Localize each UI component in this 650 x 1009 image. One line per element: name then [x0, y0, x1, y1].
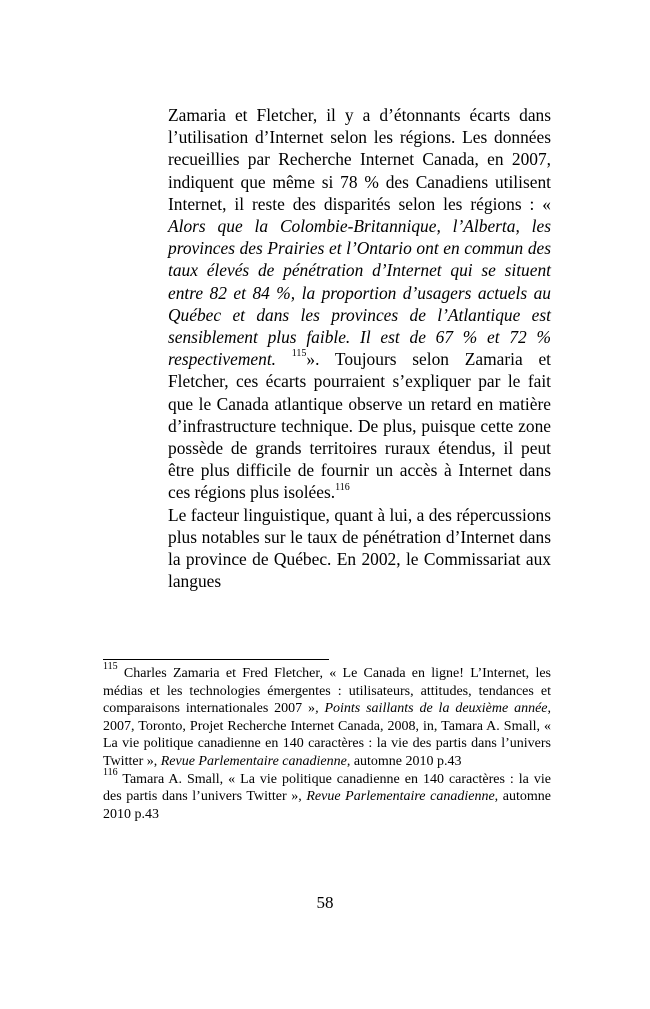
- footnote-separator: [103, 659, 329, 660]
- body-text: [168, 104, 551, 592]
- footnote-italic-journal: Revue Parlementaire canadienne: [160, 753, 347, 769]
- footnote-text: Tamara A. Small, « La vie politique canadienne en 140 caractères : la vie des partis dans l’univers Twitter »,: [103, 771, 551, 805]
- footnote-italic-journal: Revue Parlementaire canadienne: [306, 789, 495, 805]
- paragraph-2: Le facteur linguistique, quant à lui, a des répercussions plus notables sur le taux de pénétration d’Internet dans la province de Québec. En 2002, le Commissariat aux langues: [168, 504, 551, 592]
- footnote-number: 115: [103, 661, 118, 673]
- footnote-115: [103, 661, 551, 771]
- page-number: 58: [316, 893, 334, 912]
- footnote-text: , 2007, Toronto, Projet Recherche Internet Canada, 2008, in, Tamara A. Small, « La vie politique canadienne en 140 caractères : la vie des partis dans l’univers Twitter »,: [103, 701, 551, 769]
- paragraph-1-continuation: ». Toujours selon Zamaria et Fletcher, ces écarts pourraient s’expliquer par le fait que le Canada atlantique observe un retard en matière d’infrastructure technique. De plus, puisque cette zone possède de grands territoires ruraux étendus, il peut être plus difficile de fournir un accès à Internet dans ces régions plus isolées.: [168, 349, 551, 503]
- footnote-116: [103, 766, 551, 824]
- footnote-text: Charles Zamaria et Fred Fletcher, « Le Canada en ligne! L’Internet, les médias et les technologies émergentes : utilisateurs, attitudes, tendances et comparaisons internationales 2007 »: [103, 666, 551, 717]
- footnotes: [103, 661, 551, 823]
- paragraph-1-text: Zamaria et Fletcher, il y a d’étonnants écarts dans l’utilisation d’Internet selon les régions. Les données recueillies par Recherche Internet Canada, en 2007, indiquent que même si 78 % des Canadiens utilisent Internet, il reste des disparités selon les régions : «: [168, 105, 551, 214]
- footnote-italic-title: , Points saillants de la deuxième année: [315, 701, 548, 717]
- footnote-number: 116: [103, 766, 118, 778]
- footnote-ref-116: 116: [335, 481, 350, 493]
- italic-quotation: Alors que la Colombie-Britannique, l’Alberta, les provinces des Prairies et l’Ontario ont en commun des taux élevés de pénétration d’Internet qui se situent entre 82 et 84 %, la proportion d’usagers actuels au Québec et dans les provinces de l’Atlantique est sensiblement plus faible. Il est de 67 % et 72 % respectivement.: [168, 216, 551, 370]
- paragraph-1: [168, 104, 551, 504]
- footnote-text: , automne 2010 p.43: [103, 789, 551, 822]
- footnote-text: , automne 2010 p.43: [346, 753, 462, 769]
- footnote-ref-115: 115: [291, 348, 307, 360]
